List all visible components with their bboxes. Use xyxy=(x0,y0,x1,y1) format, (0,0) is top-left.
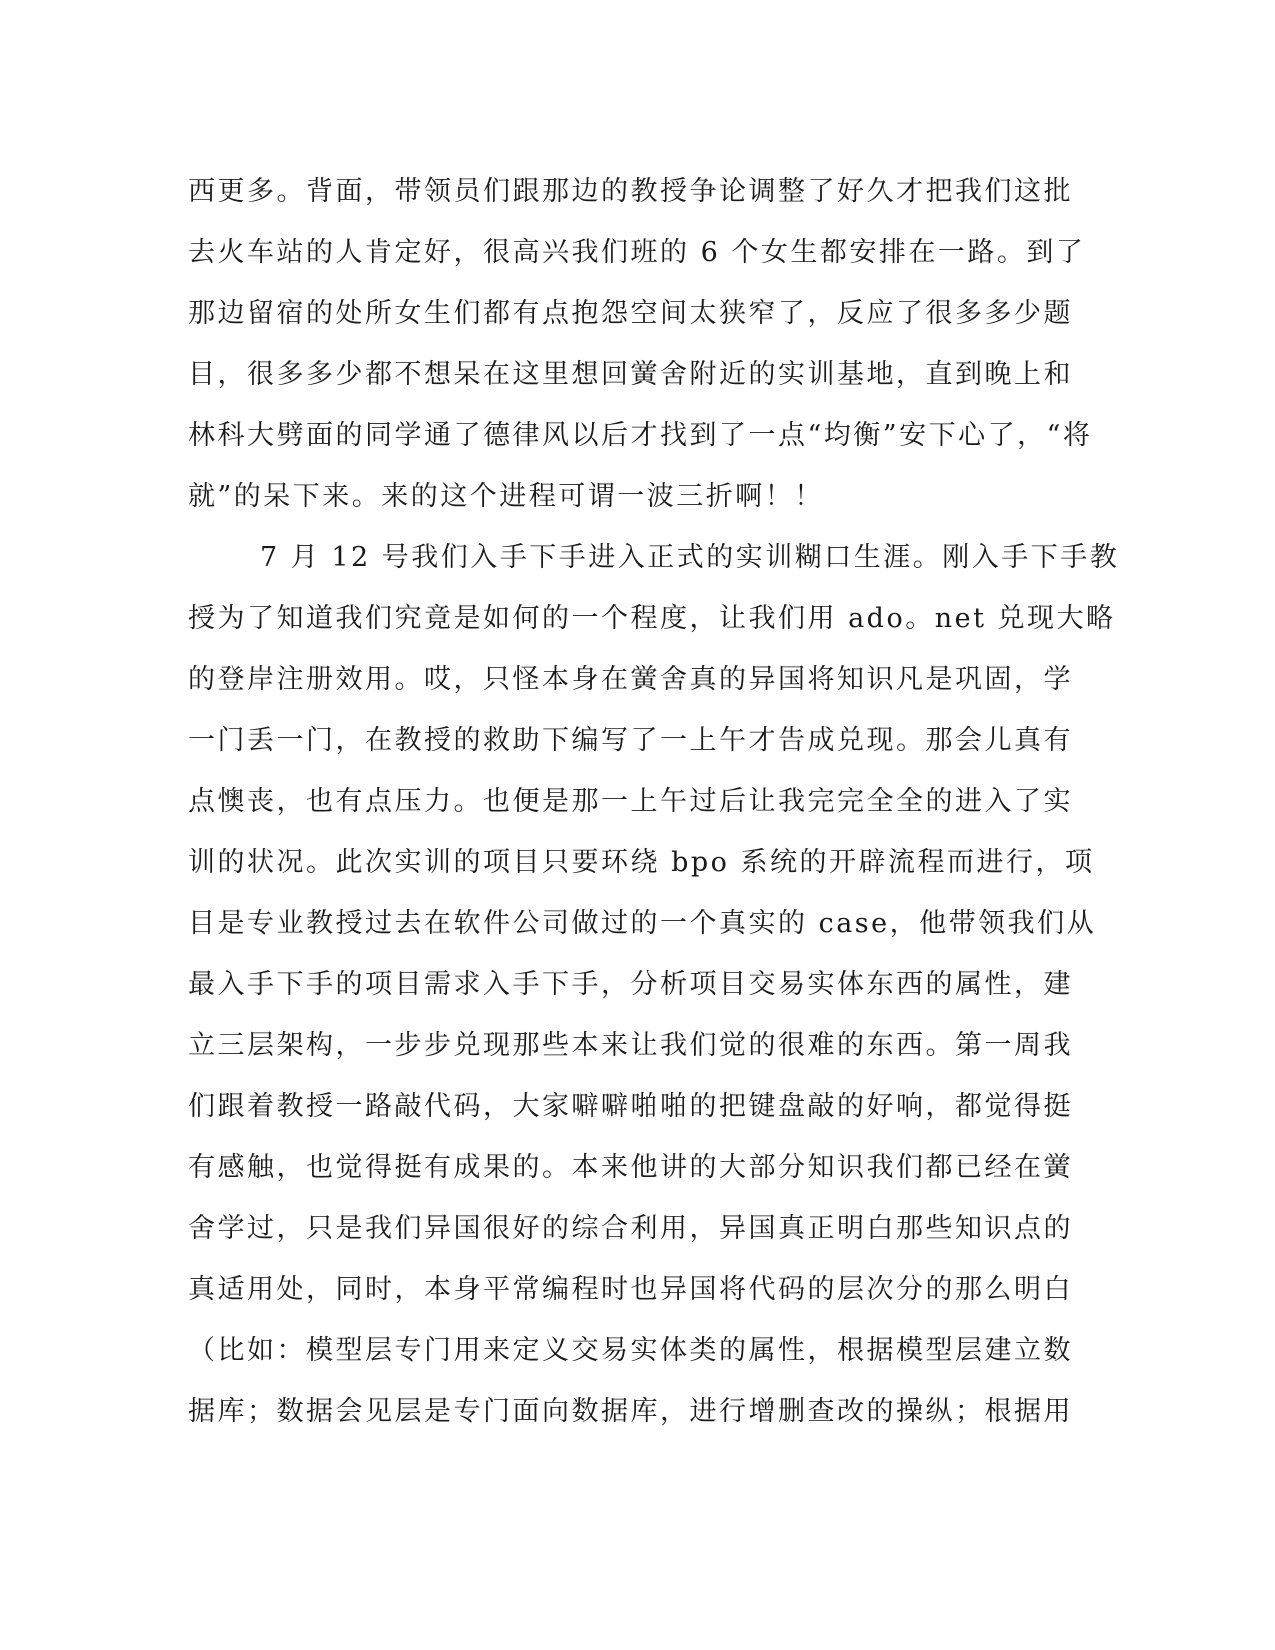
text-line: 目是专业教授过去在软件公司做过的一个真实的 case，他带领我们从 xyxy=(188,908,1097,939)
text-line: 西更多。背面，带领员们跟那边的教授争论调整了好久才把我们这批 xyxy=(188,176,1073,207)
text-line: 点懊丧，也有点压力。也便是那一上午过后让我完完全全的进入了实 xyxy=(188,786,1073,817)
text-line: 那边留宿的处所女生们都有点抱怨空间太狭窄了，反应了很多多少题 xyxy=(188,298,1073,329)
text-line: 训的状况。此次实训的项目只要环绕 bpo 系统的开辟流程而进行，项 xyxy=(188,847,1095,878)
text-line: 立三层架构，一步步兑现那些本来让我们觉的很难的东西。第一周我 xyxy=(188,1030,1073,1061)
text-line: 一门丢一门，在教授的救助下编写了一上午才告成兑现。那会儿真有 xyxy=(188,725,1073,756)
paragraph-first-line: 7 月 12 号我们入手下手进入正式的实训糊口生涯。刚入手下手教 xyxy=(260,542,1120,573)
text-line: 有感触，也觉得挺有成果的。本来他讲的大部分知识我们都已经在黉 xyxy=(188,1152,1073,1183)
text-line: 舍学过，只是我们异国很好的综合利用，异国真正明白那些知识点的 xyxy=(188,1213,1073,1244)
text-line: 林科大劈面的同学通了德律风以后才找到了一点“均衡”安下心了，“将 xyxy=(188,420,1093,451)
text-line: 最入手下手的项目需求入手下手，分析项目交易实体东西的属性，建 xyxy=(188,969,1073,1000)
text-line: 目，很多多少都不想呆在这里想回黉舍附近的实训基地，直到晚上和 xyxy=(188,359,1073,390)
body-text xyxy=(188,161,1120,1442)
text-line: 授为了知道我们究竟是如何的一个程度，让我们用 ado。net 兑现大略 xyxy=(188,603,1116,634)
text-line: 的登岸注册效用。哎，只怪本身在黉舍真的异国将知识凡是巩固，学 xyxy=(188,664,1073,695)
text-line: 去火车站的人肯定好，很高兴我们班的 6 个女生都安排在一路。到了 xyxy=(188,237,1086,268)
text-line: （比如：模型层专门用来定义交易实体类的属性，根据模型层建立数 xyxy=(188,1335,1073,1366)
text-line: 就”的呆下来。来的这个进程可谓一波三折啊！！ xyxy=(188,481,824,512)
text-line: 真适用处，同时，本身平常编程时也异国将代码的层次分的那么明白 xyxy=(188,1274,1073,1305)
text-line: 据库；数据会见层是专门面向数据库，进行增删查改的操纵；根据用 xyxy=(188,1396,1073,1427)
text-line: 们跟着教授一路敲代码，大家噼噼啪啪的把键盘敲的好响，都觉得挺 xyxy=(188,1091,1073,1122)
